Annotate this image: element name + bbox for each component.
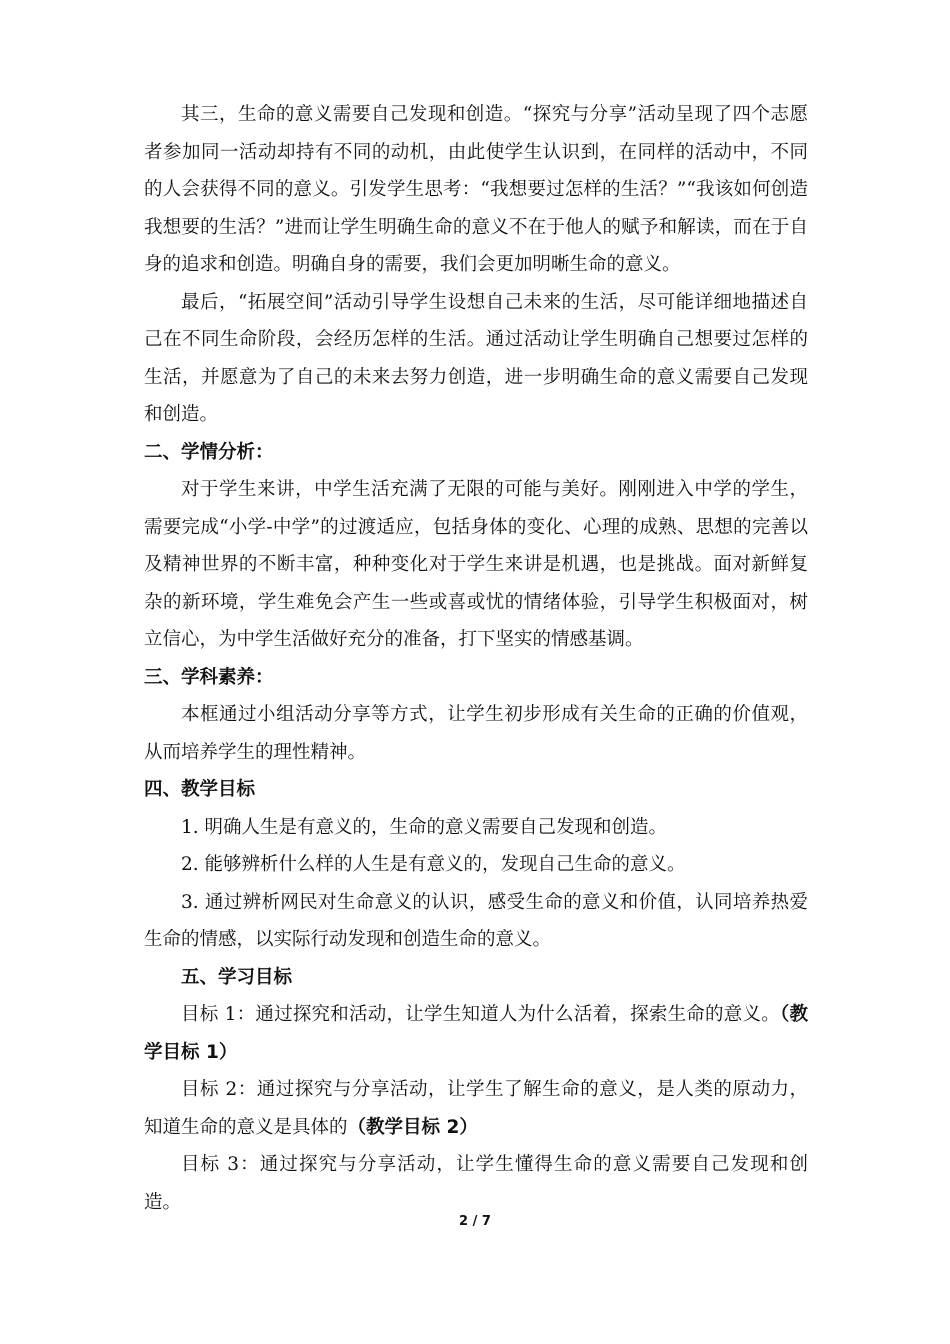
- learning-goal-1-ref: （教学目标 1）: [144, 1004, 808, 1063]
- paragraph-meaning-creation: 其三，生命的意义需要自己发现和创造。“探究与分享”活动呈现了四个志愿者参加同一活动却持有不同的动机，由此使学生认识到，在同样的活动中，不同的人会获得不同的意义。引发学生思考：“我想要过怎样的生活？”“我该如何创造我想要的生活？”进而让学生明确生命的意义不在于他人的赋予和解读，而在于自身的追求和创造。明确自身的需要，我们会更加明晰生命的意义。: [144, 104, 808, 275]
- section-heading-teaching-goals: 四、教学目标: [144, 779, 256, 800]
- section-heading-learner-analysis: 二、学情分析：: [144, 441, 274, 463]
- learning-goal-1-text: 目标 1：通过探究和活动，让学生知道人为什么活着，探索生命的意义。: [181, 1004, 780, 1025]
- learning-goal-2-text: 目标 2：通过探究与分享活动，让学生了解生命的意义，是人类的原动力，知道生命的意义是具体的: [144, 1079, 808, 1138]
- section-heading-learning-goals: 五、学习目标: [181, 966, 293, 988]
- learning-goal-2-ref: （教学目标 2）: [347, 1116, 478, 1138]
- learning-goal-1: [144, 996, 808, 1071]
- learning-goal-2: [144, 1071, 808, 1146]
- learning-goal-3: 目标 3：通过探究与分享活动，让学生懂得生命的意义需要自己发现和创造。: [144, 1154, 808, 1213]
- teaching-goal-item: 3. 通过辨析网民对生命意义的认识，感受生命的意义和价值，认同培养热爱生命的情感，以实际行动发现和创造生命的意义。: [144, 891, 808, 950]
- page-number: 2 / 7: [459, 1214, 491, 1229]
- paragraph-subject-literacy: 本框通过小组活动分享等方式，让学生初步形成有关生命的正确的价值观，从而培养学生的理性精神。: [144, 704, 808, 763]
- teaching-goal-item: 1. 明确人生是有意义的，生命的意义需要自己发现和创造。: [181, 816, 668, 838]
- paragraph-expand-space: 最后，“拓展空间”活动引导学生设想自己未来的生活，尽可能详细地描述自己在不同生命阶段，会经历怎样的生活。通过活动让学生明确自己想要过怎样的生活，并愿意为了自己的未来去努力创造，进一步明确生命的意义需要自己发现和创造。: [144, 291, 808, 425]
- teaching-goal-item: 2. 能够辨析什么样的人生是有意义的，发现自己生命的意义。: [181, 854, 686, 875]
- document-page: [144, 96, 808, 1221]
- section-heading-subject-literacy: 三、学科素养：: [144, 666, 274, 688]
- paragraph-learner-analysis: 对于学生来讲，中学生活充满了无限的可能与美好。刚刚进入中学的学生，需要完成“小学-中学”的过渡适应，包括身体的变化、心理的成熟、思想的完善以及精神世界的不断丰富，种种变化对于学生来讲是机遇，也是挑战。面对新鲜复杂的新环境，学生难免会产生一些或喜或忧的情绪体验，引导学生积极面对，树立信心，为中学生活做好充分的准备，打下坚实的情感基调。: [144, 479, 808, 650]
